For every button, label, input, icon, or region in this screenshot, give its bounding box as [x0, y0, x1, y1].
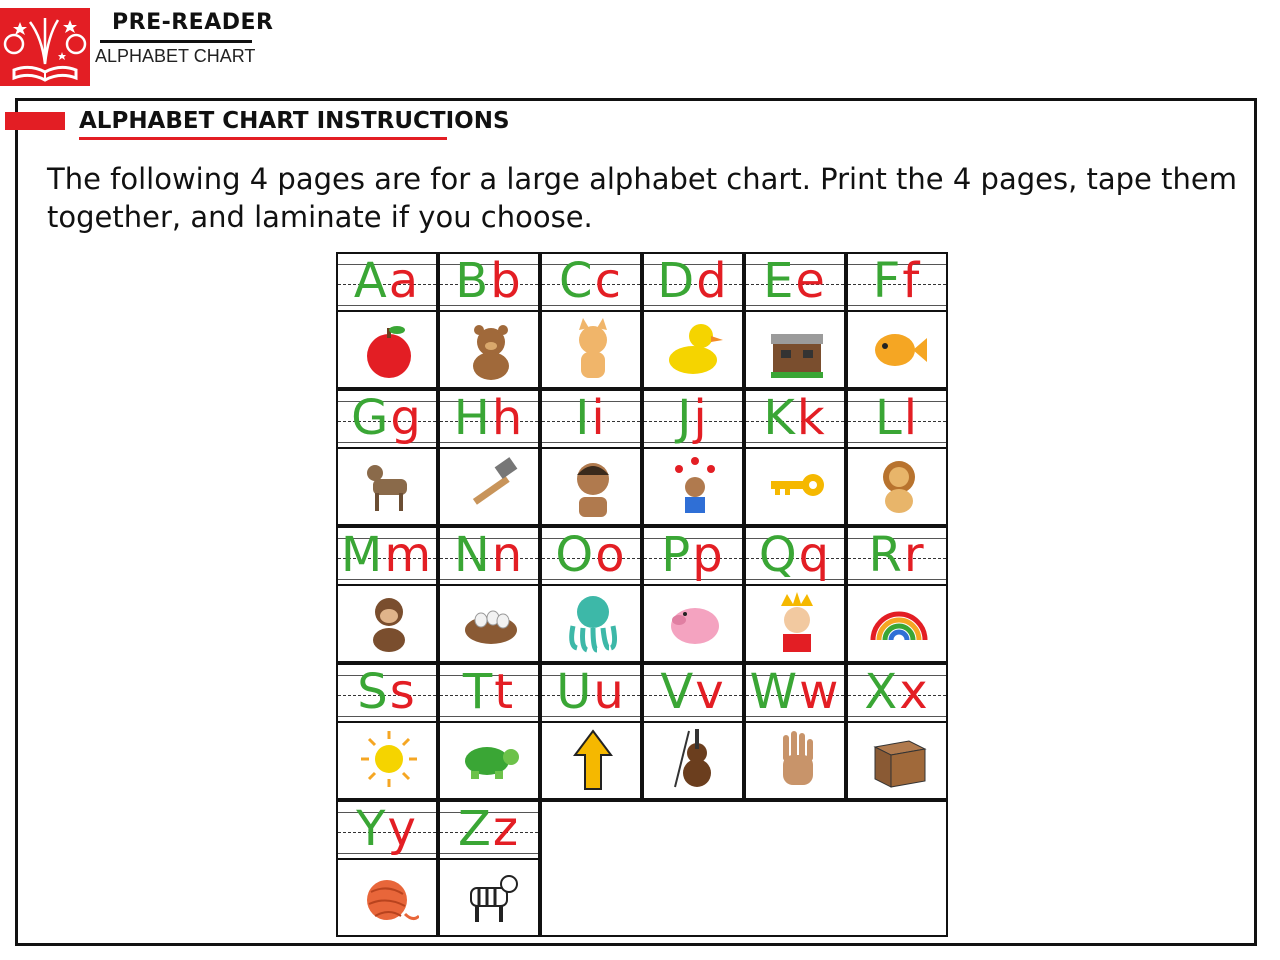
lowercase-letter: n — [491, 528, 525, 583]
writing-lines — [440, 802, 538, 860]
letter-card-a — [336, 252, 438, 389]
letter-pair — [644, 665, 742, 721]
letter-card-z — [438, 800, 540, 937]
lowercase-letter: l — [903, 391, 920, 446]
writing-lines — [440, 254, 538, 312]
house-icon — [746, 312, 844, 389]
lion-icon — [848, 449, 946, 526]
letter-pair — [440, 802, 538, 858]
yarn-icon — [338, 860, 436, 937]
letter-card-u — [540, 663, 642, 800]
box-icon — [848, 723, 946, 800]
letter-card-l — [846, 389, 948, 526]
section-accent-bar — [5, 112, 65, 130]
uppercase-letter: Q — [758, 528, 799, 583]
writing-lines — [644, 391, 742, 449]
letter-card-m — [336, 526, 438, 663]
pig-icon — [644, 586, 742, 663]
lowercase-letter: s — [389, 665, 417, 720]
letter-card-q — [744, 526, 846, 663]
writing-lines — [746, 254, 844, 312]
writing-lines — [440, 665, 538, 723]
cat-icon — [542, 312, 640, 389]
uppercase-letter: V — [660, 665, 696, 720]
lowercase-letter: p — [692, 528, 725, 583]
uppercase-letter: L — [874, 391, 904, 446]
letter-pair — [542, 665, 640, 721]
writing-lines — [338, 391, 436, 449]
goat-icon — [338, 449, 436, 526]
writing-lines — [848, 665, 946, 723]
lowercase-letter: b — [490, 254, 523, 309]
uppercase-letter: J — [677, 391, 694, 446]
uppercase-letter: T — [462, 665, 495, 720]
uppercase-letter: D — [657, 254, 697, 309]
writing-lines — [848, 254, 946, 312]
uppercase-letter: E — [763, 254, 796, 309]
letter-pair — [542, 528, 640, 584]
writing-lines — [542, 391, 640, 449]
letter-card-j — [642, 389, 744, 526]
uppercase-letter: W — [749, 665, 800, 720]
letter-pair — [542, 391, 640, 447]
uppercase-letter: U — [556, 665, 594, 720]
header-subtitle: ALPHABET CHART — [95, 46, 256, 66]
writing-lines — [746, 665, 844, 723]
letter-card-k — [744, 389, 846, 526]
lowercase-letter: f — [902, 254, 922, 309]
apple-icon — [338, 312, 436, 389]
uppercase-letter: A — [353, 254, 389, 309]
uppercase-letter: O — [555, 528, 596, 583]
letter-card-i — [540, 389, 642, 526]
letter-pair — [338, 802, 436, 858]
section-title-underline — [79, 137, 447, 140]
letter-pair — [338, 391, 436, 447]
uppercase-letter: M — [340, 528, 385, 583]
writing-lines — [338, 528, 436, 586]
lowercase-letter: e — [795, 254, 827, 309]
lowercase-letter: i — [591, 391, 607, 446]
letter-card-c — [540, 252, 642, 389]
lowercase-letter: o — [595, 528, 627, 583]
letter-pair — [338, 254, 436, 310]
zebra-icon — [440, 860, 538, 937]
violin-icon — [644, 723, 742, 800]
nest-icon — [440, 586, 538, 663]
letter-pair — [338, 528, 436, 584]
queen-icon — [746, 586, 844, 663]
letter-pair — [746, 391, 844, 447]
section-title: ALPHABET CHART INSTRUCTIONS — [79, 108, 510, 134]
wave-hand-icon — [746, 723, 844, 800]
writing-lines — [440, 528, 538, 586]
letter-pair — [440, 528, 538, 584]
letter-pair — [644, 391, 742, 447]
uppercase-letter: X — [864, 665, 900, 720]
uppercase-letter: S — [357, 665, 390, 720]
sun-icon — [338, 723, 436, 800]
letter-pair — [338, 665, 436, 721]
instructions-text: The following 4 pages are for a large alphabet chart. Print the 4 pages, tape them together, and laminate if you choose. — [47, 162, 1237, 234]
uppercase-letter: R — [868, 528, 904, 583]
uppercase-letter: Y — [356, 802, 388, 857]
duck-icon — [644, 312, 742, 389]
lowercase-letter: m — [384, 528, 434, 583]
letter-card-p — [642, 526, 744, 663]
writing-lines — [746, 528, 844, 586]
letter-card-b — [438, 252, 540, 389]
letter-card-d — [642, 252, 744, 389]
letter-card-v — [642, 663, 744, 800]
uppercase-letter: K — [763, 391, 797, 446]
lowercase-letter: v — [695, 665, 726, 720]
writing-lines — [848, 391, 946, 449]
letter-card-y — [336, 800, 438, 937]
writing-lines — [542, 528, 640, 586]
lowercase-letter: z — [492, 802, 521, 857]
letter-card-w — [744, 663, 846, 800]
lowercase-letter: h — [491, 391, 525, 446]
letter-pair — [848, 665, 946, 721]
letter-pair — [746, 528, 844, 584]
letter-pair — [644, 254, 742, 310]
monkey-icon — [338, 586, 436, 663]
letter-card-h — [438, 389, 540, 526]
up-arrow-icon — [542, 723, 640, 800]
letter-card-s — [336, 663, 438, 800]
writing-lines — [440, 391, 538, 449]
lowercase-letter: u — [593, 665, 626, 720]
letter-card-x — [846, 663, 948, 800]
alphabet-chart-preview — [336, 252, 948, 935]
letter-card-t — [438, 663, 540, 800]
uppercase-letter: N — [453, 528, 492, 583]
lowercase-letter: w — [799, 665, 841, 720]
boy-icon — [542, 449, 640, 526]
lowercase-letter: t — [494, 665, 516, 720]
writing-lines — [542, 665, 640, 723]
writing-lines — [542, 254, 640, 312]
letter-card-f — [846, 252, 948, 389]
uppercase-letter: B — [455, 254, 491, 309]
lowercase-letter: d — [696, 254, 729, 309]
writing-lines — [338, 665, 436, 723]
header-title: PRE-READER — [112, 10, 274, 35]
lowercase-letter: q — [798, 528, 832, 583]
uppercase-letter: P — [661, 528, 693, 583]
lowercase-letter: y — [387, 802, 418, 857]
lowercase-letter: g — [390, 391, 423, 446]
uppercase-letter: H — [453, 391, 492, 446]
uppercase-letter: Z — [457, 802, 493, 857]
letter-card-g — [336, 389, 438, 526]
header-title-underline — [100, 40, 252, 43]
chart-blank-area — [540, 800, 948, 937]
fish-icon — [848, 312, 946, 389]
writing-lines — [644, 665, 742, 723]
letter-pair — [848, 391, 946, 447]
hammer-icon — [440, 449, 538, 526]
lowercase-letter: x — [899, 665, 930, 720]
uppercase-letter: G — [351, 391, 391, 446]
writing-lines — [338, 254, 436, 312]
letter-pair — [440, 391, 538, 447]
letter-pair — [746, 665, 844, 721]
logo-book-icon — [0, 8, 90, 86]
lowercase-letter: k — [796, 391, 827, 446]
letter-pair — [746, 254, 844, 310]
letter-pair — [848, 528, 946, 584]
letter-pair — [542, 254, 640, 310]
writing-lines — [338, 802, 436, 860]
writing-lines — [644, 528, 742, 586]
uppercase-letter: F — [872, 254, 903, 309]
juggler-icon — [644, 449, 742, 526]
key-icon — [746, 449, 844, 526]
writing-lines — [848, 528, 946, 586]
bear-icon — [440, 312, 538, 389]
uppercase-letter: C — [559, 254, 595, 309]
turtle-icon — [440, 723, 538, 800]
lowercase-letter: r — [903, 528, 926, 583]
uppercase-letter: I — [575, 391, 592, 446]
letter-pair — [440, 254, 538, 310]
rainbow-icon — [848, 586, 946, 663]
octopus-icon — [542, 586, 640, 663]
letter-card-e — [744, 252, 846, 389]
letter-card-r — [846, 526, 948, 663]
letter-pair — [440, 665, 538, 721]
lowercase-letter: a — [388, 254, 421, 309]
letter-pair — [848, 254, 946, 310]
lowercase-letter: j — [693, 391, 709, 446]
lowercase-letter: c — [594, 254, 623, 309]
writing-lines — [644, 254, 742, 312]
letter-card-n — [438, 526, 540, 663]
letter-card-o — [540, 526, 642, 663]
writing-lines — [746, 391, 844, 449]
letter-pair — [644, 528, 742, 584]
